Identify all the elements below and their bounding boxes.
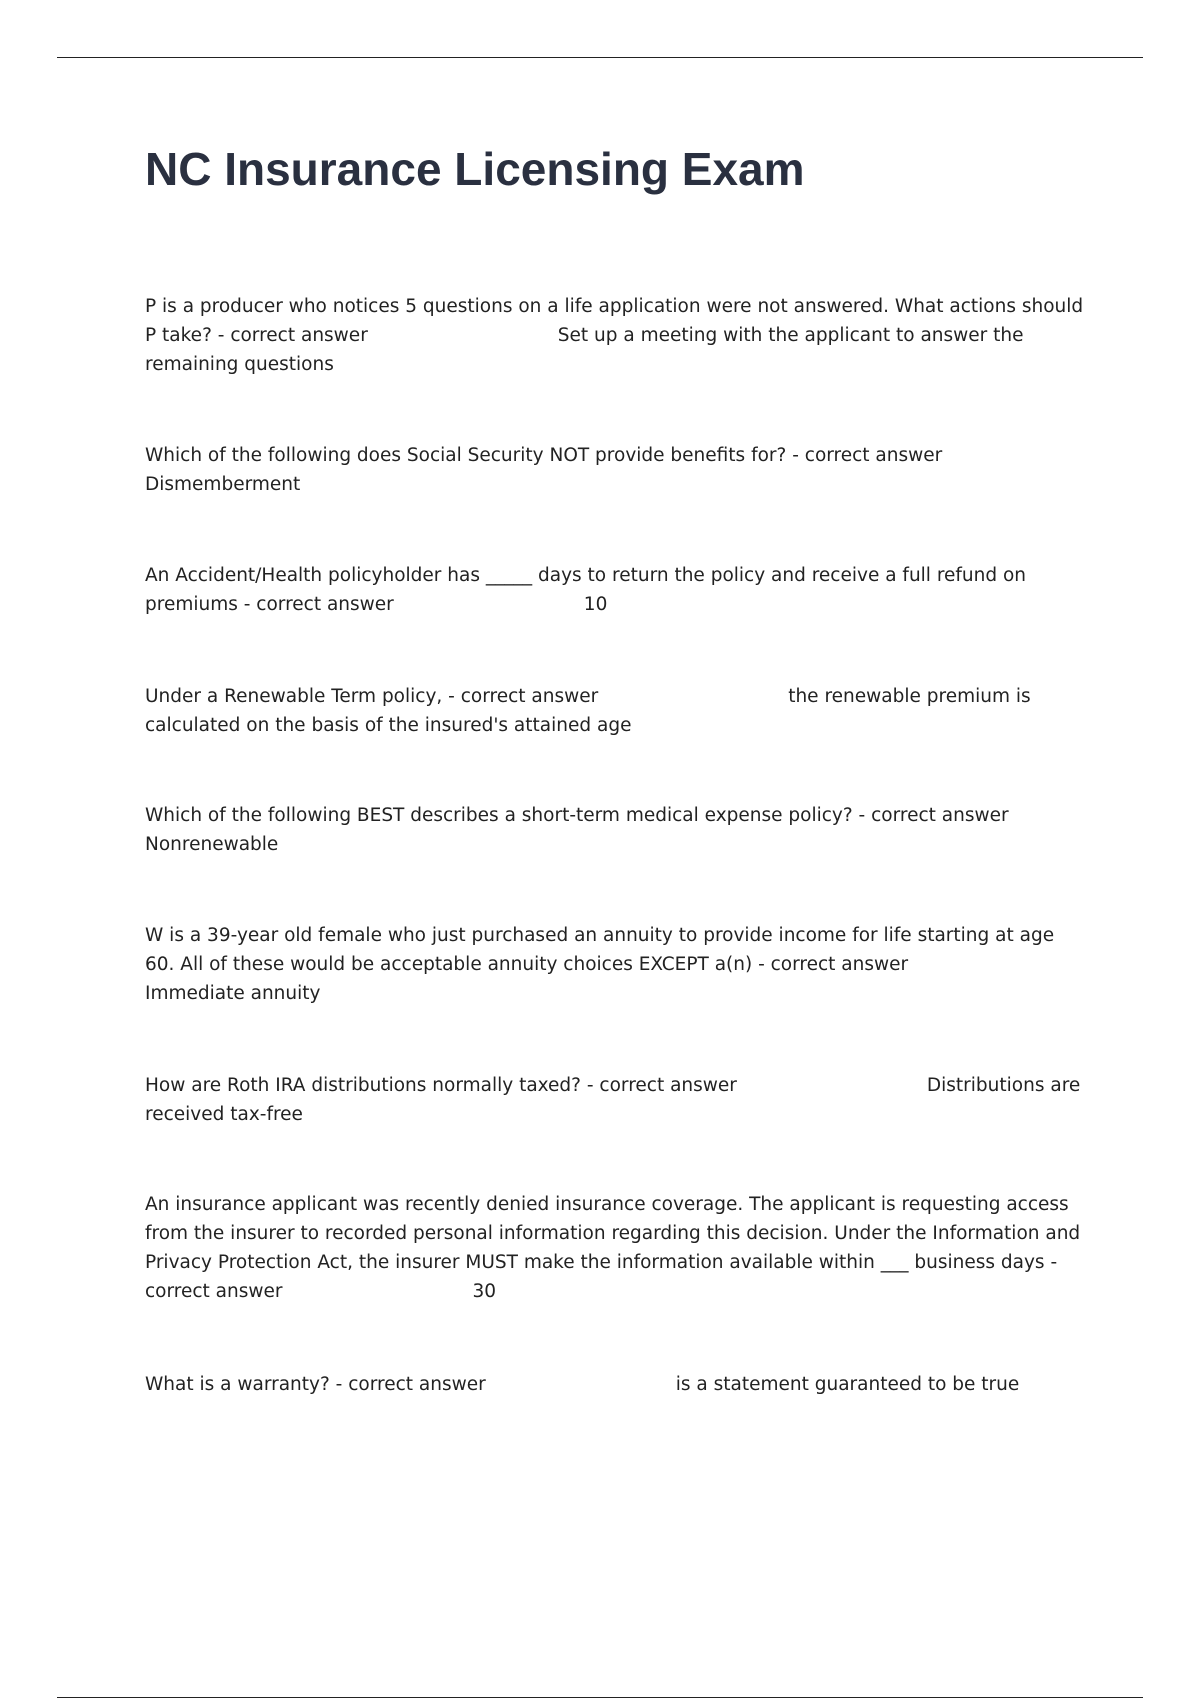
qa-item — [145, 682, 1085, 740]
qa-item — [145, 1370, 1085, 1399]
question-text: How are Roth IRA distributions normally taxed? - correct answer — [145, 1075, 737, 1096]
qa-item — [145, 1190, 1085, 1306]
question-text: Which of the following BEST describes a short-term medical expense policy? - correct answer — [145, 805, 1009, 826]
qa-item — [145, 292, 1085, 379]
question-text: Which of the following does Social Security NOT provide benefits for? - correct answer — [145, 445, 943, 466]
qa-item — [145, 801, 1085, 859]
question-text: W is a 39-year old female who just purchased an annuity to provide income for life starting at age 60. All of these would be acceptable annuity choices EXCEPT a(n) - correct answer — [145, 925, 1055, 975]
question-text: P is a producer who notices 5 questions on a life application were not answered. What actions should P take? - correct answer — [145, 296, 1084, 346]
answer-text: Distributions are received tax-free — [145, 1075, 1081, 1125]
answer-text: Dismemberment — [145, 474, 301, 495]
answer-text: 30 — [472, 1281, 497, 1302]
page-title: NC Insurance Licensing Exam — [145, 143, 805, 195]
qa-item — [145, 441, 1085, 499]
qa-item — [145, 921, 1085, 1008]
question-text: An Accident/Health policyholder has _____ days to return the policy and receive a full refund on premiums - correct answer — [145, 565, 1027, 615]
question-text: What is a warranty? - correct answer — [145, 1374, 486, 1395]
qa-item — [145, 561, 1085, 619]
question-text: An insurance applicant was recently denied insurance coverage. The applicant is requesting access from the insurer to recorded personal information regarding this decision. Under the Information and Privacy Protection Act, the insurer MUST make the information available within ___ business days - correct answer — [145, 1194, 1081, 1302]
answer-text: the renewable premium is calculated on the basis of the insured's attained age — [145, 686, 1031, 736]
answer-text: Set up a meeting with the applicant to answer the remaining questions — [145, 325, 1024, 375]
top-rule — [57, 57, 1143, 58]
answer-text: Immediate annuity — [145, 983, 321, 1004]
qa-item — [145, 1071, 1085, 1129]
answer-text: is a statement guaranteed to be true — [675, 1374, 1020, 1395]
question-text: Under a Renewable Term policy, - correct answer — [145, 686, 599, 707]
bottom-rule — [57, 1697, 1143, 1698]
answer-text: 10 — [583, 594, 608, 615]
answer-text: Nonrenewable — [145, 834, 279, 855]
